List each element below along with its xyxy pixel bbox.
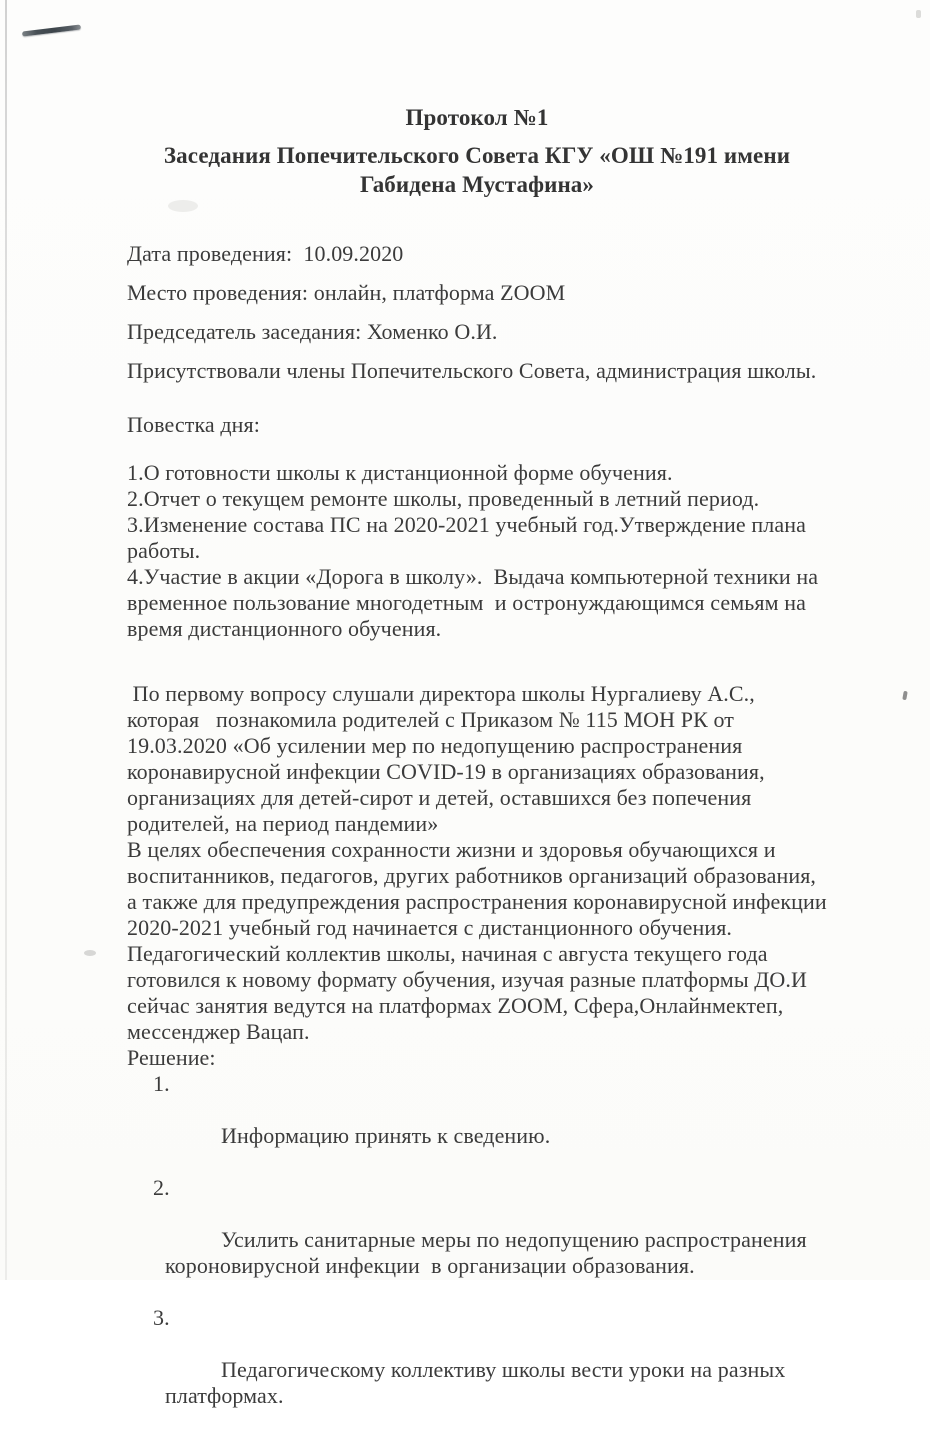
decision-item: [127, 1305, 827, 1435]
decision-heading: Решение:: [127, 1045, 216, 1070]
decision-item: [127, 1175, 827, 1305]
document-content: [127, 103, 833, 1435]
decision-text: Педагогическому коллективу школы вести уроки на разных платформах.: [165, 1357, 791, 1408]
meta-block: [127, 241, 827, 384]
decision-number: 2.: [153, 1175, 170, 1200]
decision-number: 3.: [153, 1305, 170, 1330]
pen-mark: [22, 24, 81, 36]
decision-text: Усилить санитарные меры по недопущению распространения короновирусной инфекции в организации образования.: [165, 1227, 813, 1278]
scan-speck: [902, 691, 908, 701]
scan-speck: [916, 10, 921, 18]
body-paragraph: По первому вопросу слушали директора школы Нургалиеву А.С., которая познакомила родителей с Приказом № 115 МОН РК от 19.03.2020 «Об усилении мер по недопущению распространения коронавирусной инфекции COVID-19 в организациях образования, организациях для детей-сирот и детей, оставшихся без попечения родителей, на период пандемии»: [127, 681, 771, 836]
agenda-heading: Повестка дня:: [127, 412, 260, 437]
agenda-item: 2.Отчет о текущем ремонте школы, проведенный в летний период.: [127, 486, 760, 511]
decision-text: Информацию принять к сведению.: [221, 1123, 551, 1148]
decision-item: [127, 1071, 827, 1175]
decision-number: 1.: [153, 1071, 170, 1096]
document-subtitle: Заседания Попечительского Совета КГУ «ОШ №191 имени Габидена Мустафина»: [163, 143, 796, 197]
scan-edge-line: [5, 0, 7, 1280]
meta-line-chair: Председатель заседания: Хоменко О.И.: [127, 319, 498, 344]
agenda-item: 4.Участие в акции «Дорога в школу». Выдача компьютерной техники на временное пользование многодетным и остронуждающимся семьям на время дистанционного обучения.: [127, 564, 824, 641]
meta-line-location: Место проведения: онлайн, платформа ZOOM: [127, 280, 566, 305]
minutes-body: [127, 681, 833, 1435]
agenda-list: [127, 460, 827, 642]
meta-line-attendees: Присутствовали члены Попечительского Совета, администрация школы.: [127, 358, 817, 383]
agenda-item: 1.О готовности школы к дистанционной форме обучения.: [127, 460, 673, 485]
body-paragraph: Педагогический коллектив школы, начиная с августа текущего года готовился к новому формату обучения, изучая разные платформы ДО.И сейчас занятия ведутся на платформах ZOOM, Сфера,Онлайнмектеп, мессенджер Вацап.: [127, 941, 813, 1044]
scan-smudge: [84, 950, 96, 956]
body-paragraph: В целях обеспечения сохранности жизни и здоровья обучающихся и воспитанников, педагогов, других работников организаций образования, а также для предупреждения распространения коронавирусной инфекции 2020-2021 учебный год начинается с дистанционного обучения.: [127, 837, 833, 940]
decision-list: [127, 1071, 827, 1435]
agenda-item: 3.Изменение состава ПС на 2020-2021 учебный год.Утверждение плана работы.: [127, 512, 812, 563]
meta-line-date: Дата проведения: 10.09.2020: [127, 241, 404, 266]
document-title: Протокол №1: [405, 105, 549, 130]
